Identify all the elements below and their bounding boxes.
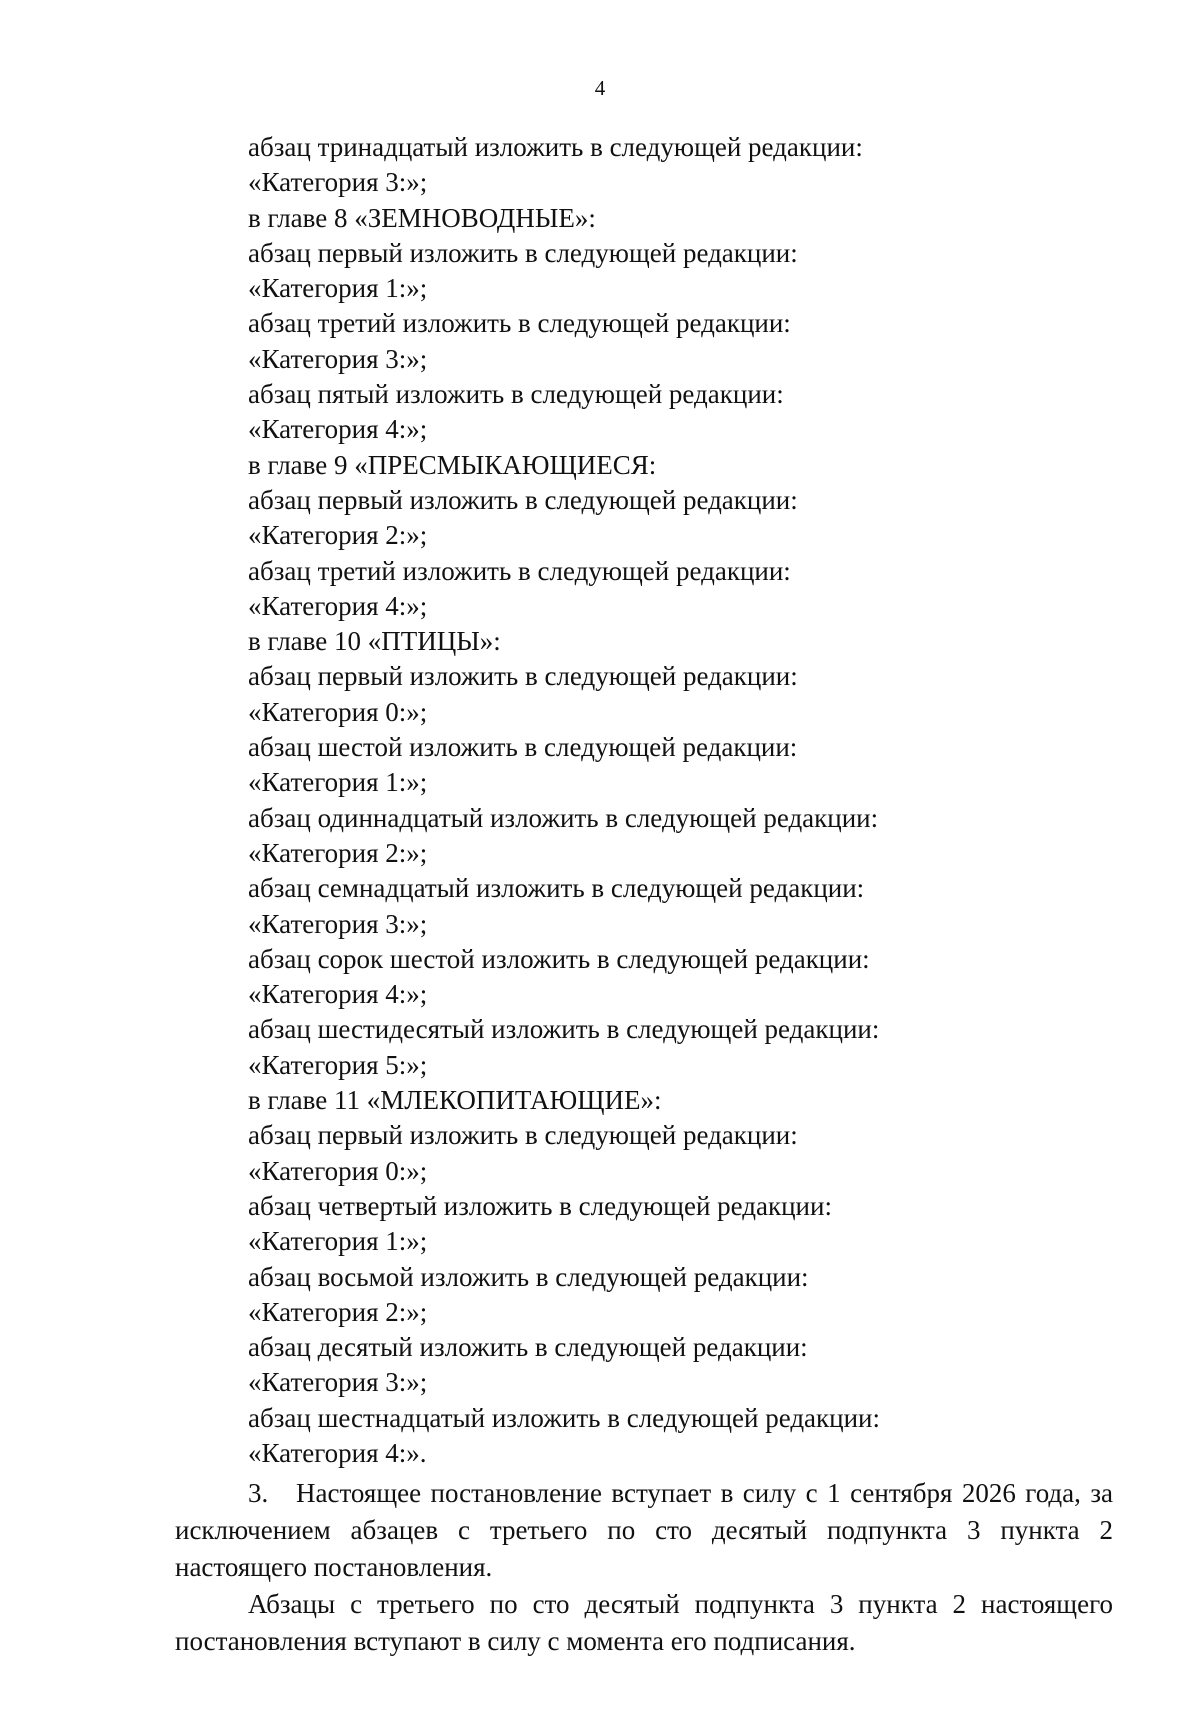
amendment-line: «Категория 3:»; bbox=[248, 908, 428, 939]
amendment-line: абзац восьмой изложить в следующей редакции: bbox=[248, 1261, 809, 1292]
amendment-line: «Категория 1:»; bbox=[248, 273, 428, 304]
amendment-line: абзац одиннадцатый изложить в следующей редакции: bbox=[248, 802, 879, 833]
amendment-line: в главе 10 «ПТИЦЫ»: bbox=[248, 626, 501, 657]
amendment-line: абзац первый изложить в следующей редакции: bbox=[248, 484, 798, 515]
amendment-line: абзац тринадцатый изложить в следующей редакции: bbox=[248, 132, 863, 162]
amendment-line: «Категория 0:»; bbox=[248, 696, 428, 727]
amendment-line: в главе 11 «МЛЕКОПИТАЮЩИЕ»: bbox=[248, 1085, 662, 1116]
amendment-line: «Категория 2:»; bbox=[248, 520, 428, 551]
amendment-line: «Категория 2:»; bbox=[248, 837, 428, 868]
amendment-line: абзац первый изложить в следующей редакции: bbox=[248, 1120, 798, 1151]
amendment-line: абзац первый изложить в следующей редакции: bbox=[248, 237, 798, 268]
amendment-line: «Категория 4:»; bbox=[248, 590, 428, 621]
page-number: 4 bbox=[594, 76, 606, 100]
amendment-line: абзац третий изложить в следующей редакции: bbox=[248, 308, 791, 339]
amendment-line: в главе 8 «ЗЕМНОВОДНЫЕ»: bbox=[248, 202, 596, 233]
amendment-line: абзац третий изложить в следующей редакции: bbox=[248, 555, 791, 586]
section-3-text: Настоящее постановление вступает в силу с 1 сентября 2026 года, за исключением абзацев с третьего по сто десятый подпункта 3 пункта 2 настоящего постановления. bbox=[175, 1478, 1113, 1582]
amendment-line: абзац шестидесятый изложить в следующей редакции: bbox=[248, 1014, 880, 1045]
amendment-line: «Категория 4:». bbox=[248, 1437, 427, 1468]
amendment-line: «Категория 3:»; bbox=[248, 343, 428, 374]
final-paragraph: Абзацы с третьего по сто десятый подпункта 3 пункта 2 настоящего постановления вступают в силу с момента его подписания. bbox=[175, 1589, 1113, 1656]
amendment-line: «Категория 1:»; bbox=[248, 1226, 428, 1257]
amendment-line: «Категория 3:»; bbox=[248, 1367, 428, 1398]
amendment-line: абзац шестнадцатый изложить в следующей редакции: bbox=[248, 1402, 881, 1433]
amendment-line: «Категория 2:»; bbox=[248, 1296, 428, 1327]
amendment-list bbox=[248, 130, 1148, 1471]
amendment-line: «Категория 4:»; bbox=[248, 979, 428, 1010]
amendment-line: абзац пятый изложить в следующей редакции: bbox=[248, 379, 784, 410]
amendment-line: абзац десятый изложить в следующей редакции: bbox=[248, 1332, 808, 1363]
amendment-line: абзац первый изложить в следующей редакции: bbox=[248, 661, 798, 692]
amendment-line: абзац сорок шестой изложить в следующей редакции: bbox=[248, 943, 870, 974]
amendment-line: «Категория 5:»; bbox=[248, 1049, 428, 1080]
section-3-number: 3. bbox=[248, 1478, 269, 1508]
amendment-line: «Категория 4:»; bbox=[248, 414, 428, 445]
amendment-line: «Категория 1:»; bbox=[248, 767, 428, 798]
section-3-paragraph bbox=[175, 1475, 1113, 1586]
amendment-line: в главе 9 «ПРЕСМЫКАЮЩИЕСЯ: bbox=[248, 449, 657, 480]
amendment-line: абзац четвертый изложить в следующей редакции: bbox=[248, 1190, 832, 1221]
amendment-line: «Категория 3:»; bbox=[248, 167, 428, 198]
amendment-line: абзац шестой изложить в следующей редакции: bbox=[248, 732, 798, 763]
amendment-line: абзац семнадцатый изложить в следующей редакции: bbox=[248, 873, 865, 904]
amendment-line: «Категория 0:»; bbox=[248, 1155, 428, 1186]
